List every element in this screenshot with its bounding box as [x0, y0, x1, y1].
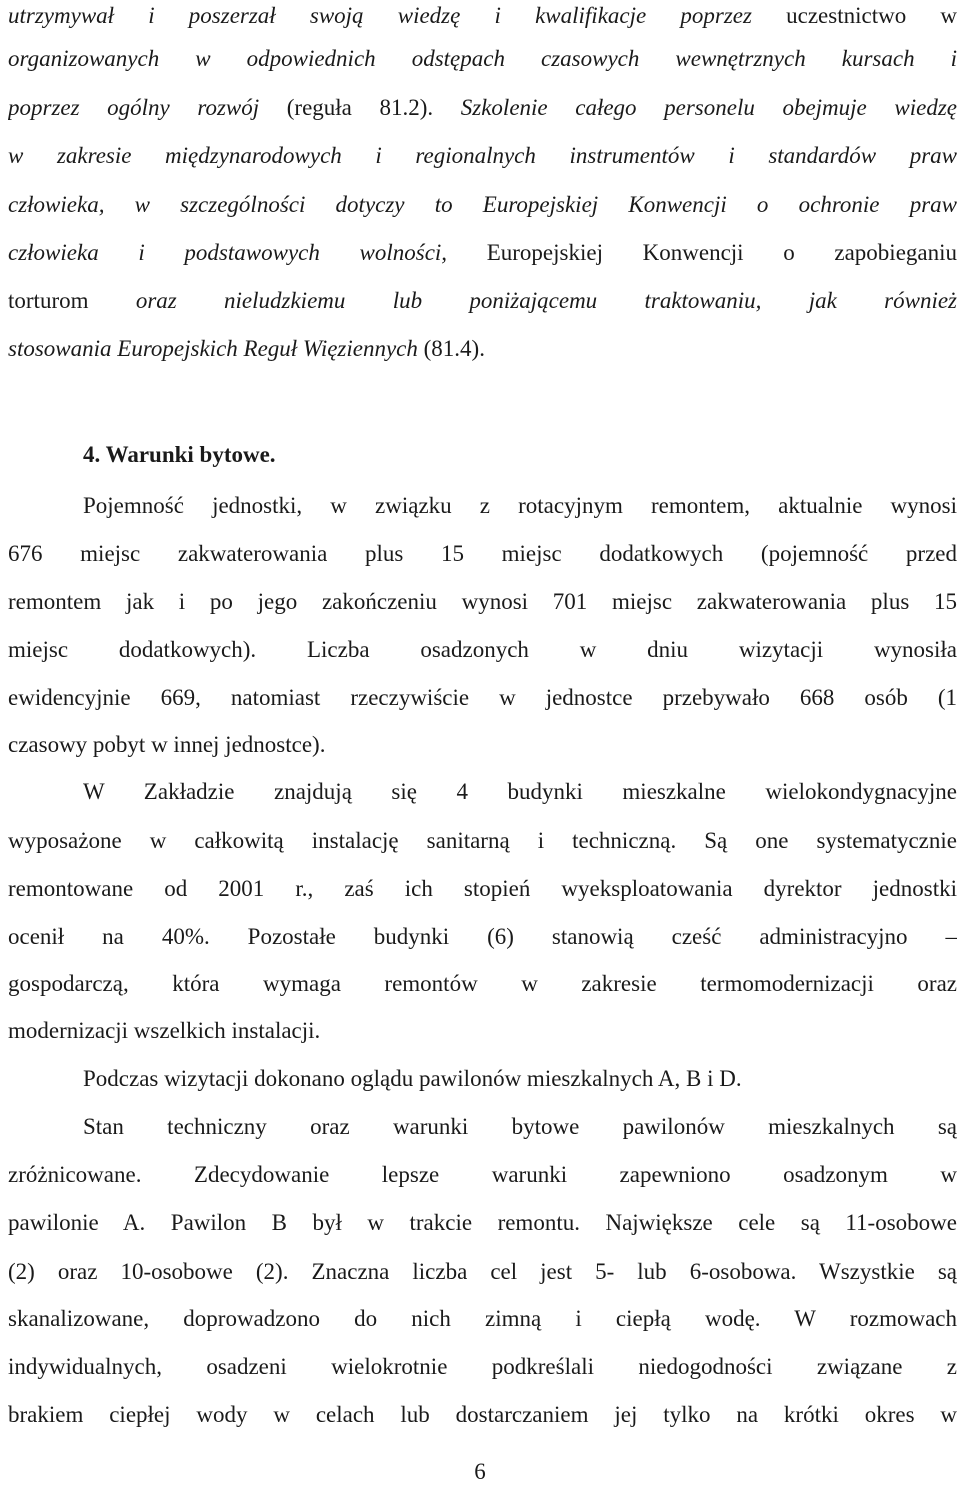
text-line: ewidencyjnie 669, natomiast rzeczywiście w jednostce przebywało 668 osób (1: [8, 685, 957, 710]
text-line: W Zakładzie znajdują się 4 budynki mieszkalne wielokondygnacyjne: [83, 779, 957, 804]
text-line: brakiem ciepłej wody w celach lub dostarczaniem jej tylko na krótki okres w: [8, 1402, 957, 1427]
text-line: remontowane od 2001 r., zaś ich stopień wyeksploatowania dyrektor jednostki: [8, 876, 957, 901]
text-line: wyposażone w całkowitą instalację sanitarną i techniczną. Są one systematycznie: [8, 828, 957, 853]
text-line: zróżnicowane. Zdecydowanie lepsze warunki zapewniono osadzonym w: [8, 1162, 957, 1187]
text-line: stosowania Europejskich Reguł Więziennych (81.4).: [8, 336, 485, 361]
text-line: pawilonie A. Pawilon B był w trakcie remontu. Największe cele są 11-osobowe: [8, 1210, 957, 1235]
text-line: Pojemność jednostki, w związku z rotacyjnym remontem, aktualnie wynosi: [83, 493, 957, 518]
text-line: utrzymywał i poszerzał swoją wiedzę i kwalifikacje poprzez uczestnictwo w: [8, 3, 957, 28]
text-line: torturom oraz nieludzkiemu lub poniżającemu traktowaniu, jak również: [8, 288, 957, 313]
text-line: ocenił na 40%. Pozostałe budynki (6) stanowią cześć administracyjno –: [8, 924, 957, 949]
text-line: organizowanych w odpowiednich odstępach czasowych wewnętrznych kursach i: [8, 46, 957, 71]
text-line: 676 miejsc zakwaterowania plus 15 miejsc dodatkowych (pojemność przed: [8, 541, 957, 566]
text-line: w zakresie międzynarodowych i regionalnych instrumentów i standardów praw: [8, 143, 957, 168]
text-line: miejsc dodatkowych). Liczba osadzonych w dniu wizytacji wynosiła: [8, 637, 957, 662]
text-line: modernizacji wszelkich instalacji.: [8, 1018, 321, 1043]
text-line: (2) oraz 10-osobowe (2). Znaczna liczba cel jest 5- lub 6-osobowa. Wszystkie są: [8, 1259, 957, 1284]
text-line: gospodarczą, która wymaga remontów w zakresie termomodernizacji oraz: [8, 971, 957, 996]
text-line: remontem jak i po jego zakończeniu wynosi 701 miejsc zakwaterowania plus 15: [8, 589, 957, 614]
text-line: indywidualnych, osadzeni wielokrotnie podkreślali niedogodności związane z: [8, 1354, 957, 1379]
text-line: skanalizowane, doprowadzono do nich zimną i ciepłą wodę. W rozmowach: [8, 1306, 957, 1331]
text-line: Stan techniczny oraz warunki bytowe pawilonów mieszkalnych są: [83, 1114, 957, 1139]
text-line: człowieka i podstawowych wolności, Europejskiej Konwencji o zapobieganiu: [8, 240, 957, 265]
text-line: poprzez ogólny rozwój (reguła 81.2). Szkolenie całego personelu obejmuje wiedzę: [8, 95, 957, 120]
text-line: Podczas wizytacji dokonano oglądu pawilonów mieszkalnych A, B i D.: [83, 1066, 742, 1091]
text-line: czasowy pobyt w innej jednostce).: [8, 732, 326, 757]
text-line: człowieka, w szczególności dotyczy to Europejskiej Konwencji o ochronie praw: [8, 192, 957, 217]
section-heading: 4. Warunki bytowe.: [83, 442, 276, 467]
page-number: 6: [474, 1459, 486, 1484]
